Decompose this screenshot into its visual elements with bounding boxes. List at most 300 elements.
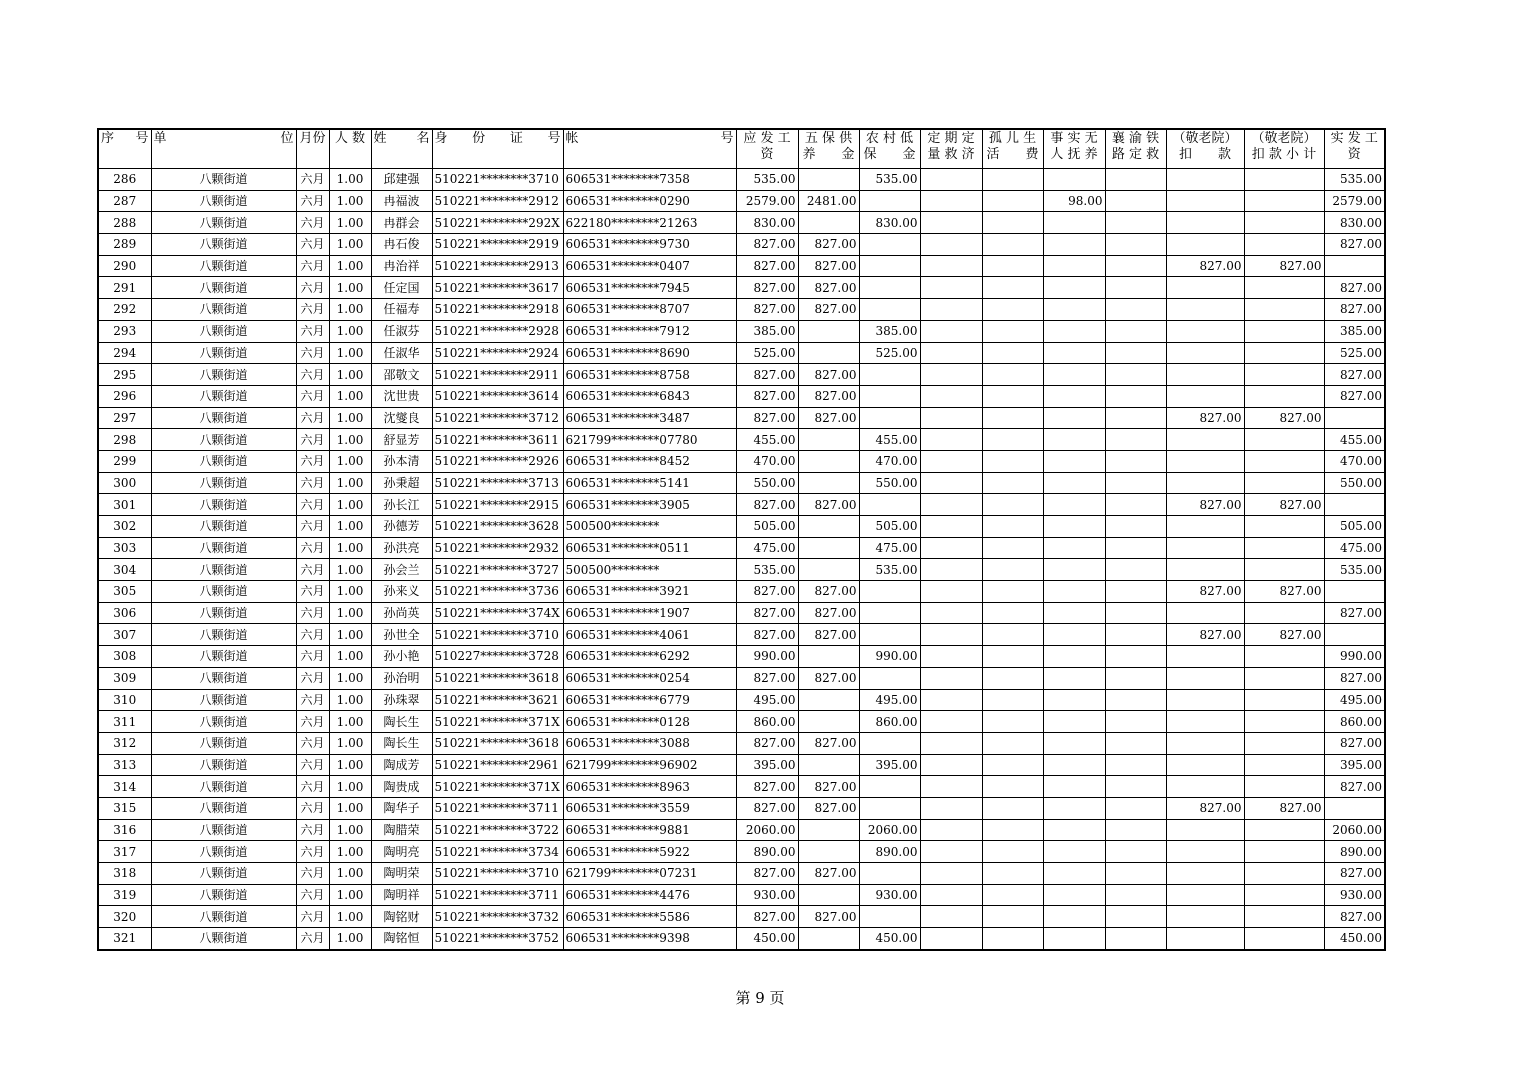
cell-month: 六月 [296,754,329,776]
header-id: 身 份 证 号 [432,129,563,169]
cell-deduct-subtotal [1244,190,1324,212]
cell-account: 606531********3905 [563,494,736,516]
table-body [98,169,1385,950]
cell-orphan [982,884,1043,906]
cell-dibao: 450.00 [859,928,920,950]
cell-deduct-subtotal: 827.00 [1244,494,1324,516]
cell-deduct-subtotal [1244,299,1324,321]
cell-count: 1.00 [329,234,371,256]
cell-deduct [1166,754,1244,776]
cell-wubao [798,472,859,494]
cell-id-number: 510221********3710 [432,863,563,885]
cell-dingqi [920,190,982,212]
cell-id-number: 510221********3734 [432,841,563,863]
cell-unit: 八颗街道 [151,516,296,538]
cell-account: 621799********07780 [563,429,736,451]
table-row [98,385,1385,407]
cell-deduct-subtotal [1244,450,1324,472]
cell-month: 六月 [296,342,329,364]
cell-orphan [982,624,1043,646]
cell-orphan [982,754,1043,776]
cell-name: 冉群会 [371,212,432,234]
cell-month: 六月 [296,776,329,798]
cell-payable: 830.00 [736,212,798,234]
cell-dibao [859,234,920,256]
cell-deduct-subtotal: 827.00 [1244,255,1324,277]
cell-orphan [982,732,1043,754]
cell-account: 606531********3088 [563,732,736,754]
cell-shishi [1043,602,1105,624]
cell-name: 孙尚英 [371,602,432,624]
cell-wubao: 827.00 [798,906,859,928]
cell-net: 827.00 [1324,863,1385,885]
cell-orphan [982,602,1043,624]
cell-seq: 290 [98,255,151,277]
cell-payable: 475.00 [736,537,798,559]
cell-payable: 827.00 [736,385,798,407]
cell-orphan [982,906,1043,928]
cell-orphan [982,928,1043,950]
cell-unit: 八颗街道 [151,169,296,191]
cell-unit: 八颗街道 [151,711,296,733]
cell-dingqi [920,884,982,906]
cell-deduct [1166,385,1244,407]
cell-seq: 303 [98,537,151,559]
cell-dingqi [920,906,982,928]
cell-count: 1.00 [329,320,371,342]
cell-wubao: 827.00 [798,776,859,798]
cell-dibao [859,863,920,885]
cell-seq: 302 [98,516,151,538]
cell-payable: 455.00 [736,429,798,451]
cell-id-number: 510221********3621 [432,689,563,711]
cell-dingqi [920,863,982,885]
cell-wubao: 827.00 [798,581,859,603]
cell-id-number: 510221********2924 [432,342,563,364]
cell-payable: 385.00 [736,320,798,342]
cell-orphan [982,581,1043,603]
cell-name: 冉福波 [371,190,432,212]
cell-wubao: 827.00 [798,299,859,321]
cell-name: 任福寿 [371,299,432,321]
cell-dibao [859,732,920,754]
cell-count: 1.00 [329,711,371,733]
cell-xiangyu [1105,841,1166,863]
cell-deduct [1166,884,1244,906]
cell-deduct [1166,537,1244,559]
cell-xiangyu [1105,450,1166,472]
table-row [98,581,1385,603]
cell-id-number: 510221********3618 [432,732,563,754]
table-row [98,277,1385,299]
cell-unit: 八颗街道 [151,819,296,841]
cell-xiangyu [1105,277,1166,299]
cell-month: 六月 [296,277,329,299]
cell-account: 606531********6292 [563,646,736,668]
cell-count: 1.00 [329,559,371,581]
cell-dingqi [920,169,982,191]
cell-month: 六月 [296,472,329,494]
cell-payable: 827.00 [736,776,798,798]
cell-account: 606531********8690 [563,342,736,364]
cell-name: 冉石俊 [371,234,432,256]
cell-deduct [1166,667,1244,689]
cell-dibao: 505.00 [859,516,920,538]
cell-unit: 八颗街道 [151,884,296,906]
cell-name: 陶明荣 [371,863,432,885]
cell-unit: 八颗街道 [151,212,296,234]
cell-dibao: 535.00 [859,169,920,191]
table-row [98,472,1385,494]
cell-wubao [798,429,859,451]
cell-xiangyu [1105,667,1166,689]
table-row [98,646,1385,668]
cell-shishi [1043,906,1105,928]
cell-xiangyu [1105,516,1166,538]
cell-count: 1.00 [329,212,371,234]
table-row [98,169,1385,191]
cell-dibao: 830.00 [859,212,920,234]
cell-month: 六月 [296,190,329,212]
cell-id-number: 510221********3722 [432,819,563,841]
cell-payable: 525.00 [736,342,798,364]
cell-payable: 827.00 [736,581,798,603]
cell-month: 六月 [296,212,329,234]
cell-deduct [1166,819,1244,841]
cell-seq: 305 [98,581,151,603]
cell-shishi: 98.00 [1043,190,1105,212]
table-row [98,364,1385,386]
cell-dingqi [920,429,982,451]
header-seq: 序 号 [98,129,151,169]
cell-unit: 八颗街道 [151,255,296,277]
cell-deduct-subtotal [1244,667,1324,689]
cell-orphan [982,494,1043,516]
cell-dibao: 385.00 [859,320,920,342]
cell-shishi [1043,342,1105,364]
cell-account: 606531********0407 [563,255,736,277]
cell-dingqi [920,364,982,386]
cell-unit: 八颗街道 [151,429,296,451]
header-deduct-subtotal: （敬老院） 扣 款 小 计 [1244,129,1324,169]
cell-wubao: 827.00 [798,255,859,277]
cell-shishi [1043,819,1105,841]
cell-dingqi [920,212,982,234]
cell-dingqi [920,776,982,798]
table-row [98,299,1385,321]
cell-deduct [1166,646,1244,668]
cell-wubao [798,646,859,668]
cell-orphan [982,212,1043,234]
cell-payable: 827.00 [736,863,798,885]
cell-dingqi [920,537,982,559]
cell-seq: 288 [98,212,151,234]
cell-wubao [798,169,859,191]
cell-seq: 309 [98,667,151,689]
cell-dibao: 455.00 [859,429,920,451]
cell-orphan [982,667,1043,689]
cell-deduct: 827.00 [1166,494,1244,516]
cell-orphan [982,450,1043,472]
cell-dingqi [920,299,982,321]
cell-id-number: 510221********3712 [432,407,563,429]
page-number: 第 9 页 [735,989,785,1007]
table-row [98,841,1385,863]
cell-dibao: 475.00 [859,537,920,559]
cell-deduct-subtotal: 827.00 [1244,624,1324,646]
cell-name: 任淑华 [371,342,432,364]
cell-deduct [1166,169,1244,191]
cell-month: 六月 [296,537,329,559]
cell-deduct-subtotal [1244,472,1324,494]
cell-seq: 320 [98,906,151,928]
cell-deduct: 827.00 [1166,255,1244,277]
cell-dibao: 860.00 [859,711,920,733]
cell-payable: 505.00 [736,516,798,538]
cell-unit: 八颗街道 [151,646,296,668]
cell-seq: 301 [98,494,151,516]
cell-name: 邱建强 [371,169,432,191]
cell-account: 621799********96902 [563,754,736,776]
cell-deduct-subtotal [1244,689,1324,711]
cell-count: 1.00 [329,450,371,472]
cell-deduct-subtotal [1244,776,1324,798]
cell-seq: 297 [98,407,151,429]
cell-xiangyu [1105,320,1166,342]
cell-shishi [1043,255,1105,277]
cell-id-number: 510221********3727 [432,559,563,581]
cell-name: 孙会兰 [371,559,432,581]
cell-account: 622180********21263 [563,212,736,234]
header-payable: 应 发 工 资 [736,129,798,169]
cell-deduct-subtotal [1244,516,1324,538]
cell-id-number: 510221********2932 [432,537,563,559]
cell-deduct-subtotal [1244,819,1324,841]
cell-name: 陶长生 [371,711,432,733]
cell-net: 450.00 [1324,928,1385,950]
cell-dibao: 525.00 [859,342,920,364]
cell-shishi [1043,234,1105,256]
cell-net: 827.00 [1324,906,1385,928]
cell-month: 六月 [296,429,329,451]
cell-payable: 827.00 [736,667,798,689]
cell-net [1324,255,1385,277]
cell-orphan [982,689,1043,711]
cell-dingqi [920,494,982,516]
cell-account: 606531********8707 [563,299,736,321]
header-deduct: （敬老院） 扣 款 [1166,129,1244,169]
cell-dingqi [920,559,982,581]
cell-xiangyu [1105,602,1166,624]
cell-payable: 827.00 [736,906,798,928]
cell-payable: 827.00 [736,494,798,516]
cell-xiangyu [1105,342,1166,364]
cell-unit: 八颗街道 [151,320,296,342]
cell-dibao: 495.00 [859,689,920,711]
cell-wubao: 827.00 [798,667,859,689]
table-row [98,407,1385,429]
cell-name: 孙小艳 [371,646,432,668]
cell-payable: 827.00 [736,364,798,386]
cell-payable: 827.00 [736,277,798,299]
cell-net: 505.00 [1324,516,1385,538]
table-row [98,516,1385,538]
cell-dingqi [920,646,982,668]
cell-payable: 827.00 [736,255,798,277]
cell-account: 606531********7945 [563,277,736,299]
table-row [98,190,1385,212]
table-row [98,689,1385,711]
cell-month: 六月 [296,906,329,928]
cell-shishi [1043,689,1105,711]
cell-id-number: 510221********3617 [432,277,563,299]
cell-deduct-subtotal [1244,732,1324,754]
cell-account: 606531********6843 [563,385,736,407]
cell-seq: 313 [98,754,151,776]
cell-shishi [1043,429,1105,451]
cell-dibao: 470.00 [859,450,920,472]
cell-name: 孙世全 [371,624,432,646]
cell-month: 六月 [296,320,329,342]
cell-payable: 2060.00 [736,819,798,841]
cell-id-number: 510221********3752 [432,928,563,950]
cell-count: 1.00 [329,407,371,429]
cell-net: 930.00 [1324,884,1385,906]
cell-orphan [982,472,1043,494]
cell-shishi [1043,320,1105,342]
cell-month: 六月 [296,255,329,277]
cell-count: 1.00 [329,385,371,407]
cell-xiangyu [1105,407,1166,429]
cell-month: 六月 [296,450,329,472]
cell-seq: 311 [98,711,151,733]
cell-month: 六月 [296,602,329,624]
cell-id-number: 510221********2918 [432,299,563,321]
cell-deduct-subtotal [1244,863,1324,885]
cell-count: 1.00 [329,754,371,776]
cell-seq: 318 [98,863,151,885]
cell-dingqi [920,711,982,733]
cell-shishi [1043,450,1105,472]
cell-seq: 287 [98,190,151,212]
cell-id-number: 510221********3614 [432,385,563,407]
cell-deduct: 827.00 [1166,407,1244,429]
cell-deduct-subtotal: 827.00 [1244,407,1324,429]
cell-deduct-subtotal [1244,559,1324,581]
cell-deduct-subtotal [1244,841,1324,863]
cell-count: 1.00 [329,863,371,885]
cell-wubao: 827.00 [798,494,859,516]
table-row [98,450,1385,472]
cell-xiangyu [1105,190,1166,212]
cell-xiangyu [1105,906,1166,928]
cell-count: 1.00 [329,494,371,516]
cell-net: 535.00 [1324,559,1385,581]
cell-wubao [798,342,859,364]
cell-dibao: 2060.00 [859,819,920,841]
cell-seq: 289 [98,234,151,256]
cell-net: 550.00 [1324,472,1385,494]
cell-wubao: 827.00 [798,385,859,407]
cell-deduct [1166,602,1244,624]
cell-orphan [982,797,1043,819]
cell-shishi [1043,754,1105,776]
cell-deduct [1166,711,1244,733]
cell-month: 六月 [296,516,329,538]
cell-xiangyu [1105,732,1166,754]
cell-net: 990.00 [1324,646,1385,668]
cell-shishi [1043,624,1105,646]
cell-count: 1.00 [329,928,371,950]
cell-wubao: 827.00 [798,234,859,256]
cell-xiangyu [1105,928,1166,950]
cell-net [1324,797,1385,819]
cell-name: 任淑芬 [371,320,432,342]
cell-dibao: 990.00 [859,646,920,668]
cell-shishi [1043,169,1105,191]
cell-unit: 八颗街道 [151,863,296,885]
cell-month: 六月 [296,928,329,950]
cell-wubao [798,689,859,711]
cell-shishi [1043,884,1105,906]
table-row [98,624,1385,646]
cell-deduct [1166,516,1244,538]
cell-unit: 八颗街道 [151,385,296,407]
cell-payable: 990.00 [736,646,798,668]
cell-dibao [859,255,920,277]
cell-unit: 八颗街道 [151,602,296,624]
cell-dibao [859,277,920,299]
cell-month: 六月 [296,819,329,841]
cell-unit: 八颗街道 [151,667,296,689]
cell-wubao: 827.00 [798,732,859,754]
cell-xiangyu [1105,689,1166,711]
table-row [98,602,1385,624]
cell-deduct [1166,450,1244,472]
cell-month: 六月 [296,646,329,668]
cell-count: 1.00 [329,602,371,624]
cell-deduct-subtotal [1244,884,1324,906]
cell-seq: 314 [98,776,151,798]
cell-deduct-subtotal [1244,169,1324,191]
cell-net: 470.00 [1324,450,1385,472]
cell-id-number: 510221********3611 [432,429,563,451]
cell-deduct-subtotal [1244,928,1324,950]
cell-net: 525.00 [1324,342,1385,364]
cell-deduct [1166,841,1244,863]
cell-deduct-subtotal [1244,711,1324,733]
cell-count: 1.00 [329,299,371,321]
cell-dibao [859,776,920,798]
cell-xiangyu [1105,646,1166,668]
cell-dingqi [920,689,982,711]
cell-dingqi [920,320,982,342]
cell-unit: 八颗街道 [151,234,296,256]
cell-deduct [1166,234,1244,256]
cell-id-number: 510221********3711 [432,884,563,906]
cell-name: 孙来义 [371,581,432,603]
cell-deduct [1166,320,1244,342]
cell-seq: 316 [98,819,151,841]
cell-name: 任定国 [371,277,432,299]
cell-unit: 八颗街道 [151,472,296,494]
cell-shishi [1043,711,1105,733]
cell-dingqi [920,819,982,841]
cell-seq: 294 [98,342,151,364]
cell-shishi [1043,364,1105,386]
cell-id-number: 510227********3728 [432,646,563,668]
cell-dingqi [920,624,982,646]
